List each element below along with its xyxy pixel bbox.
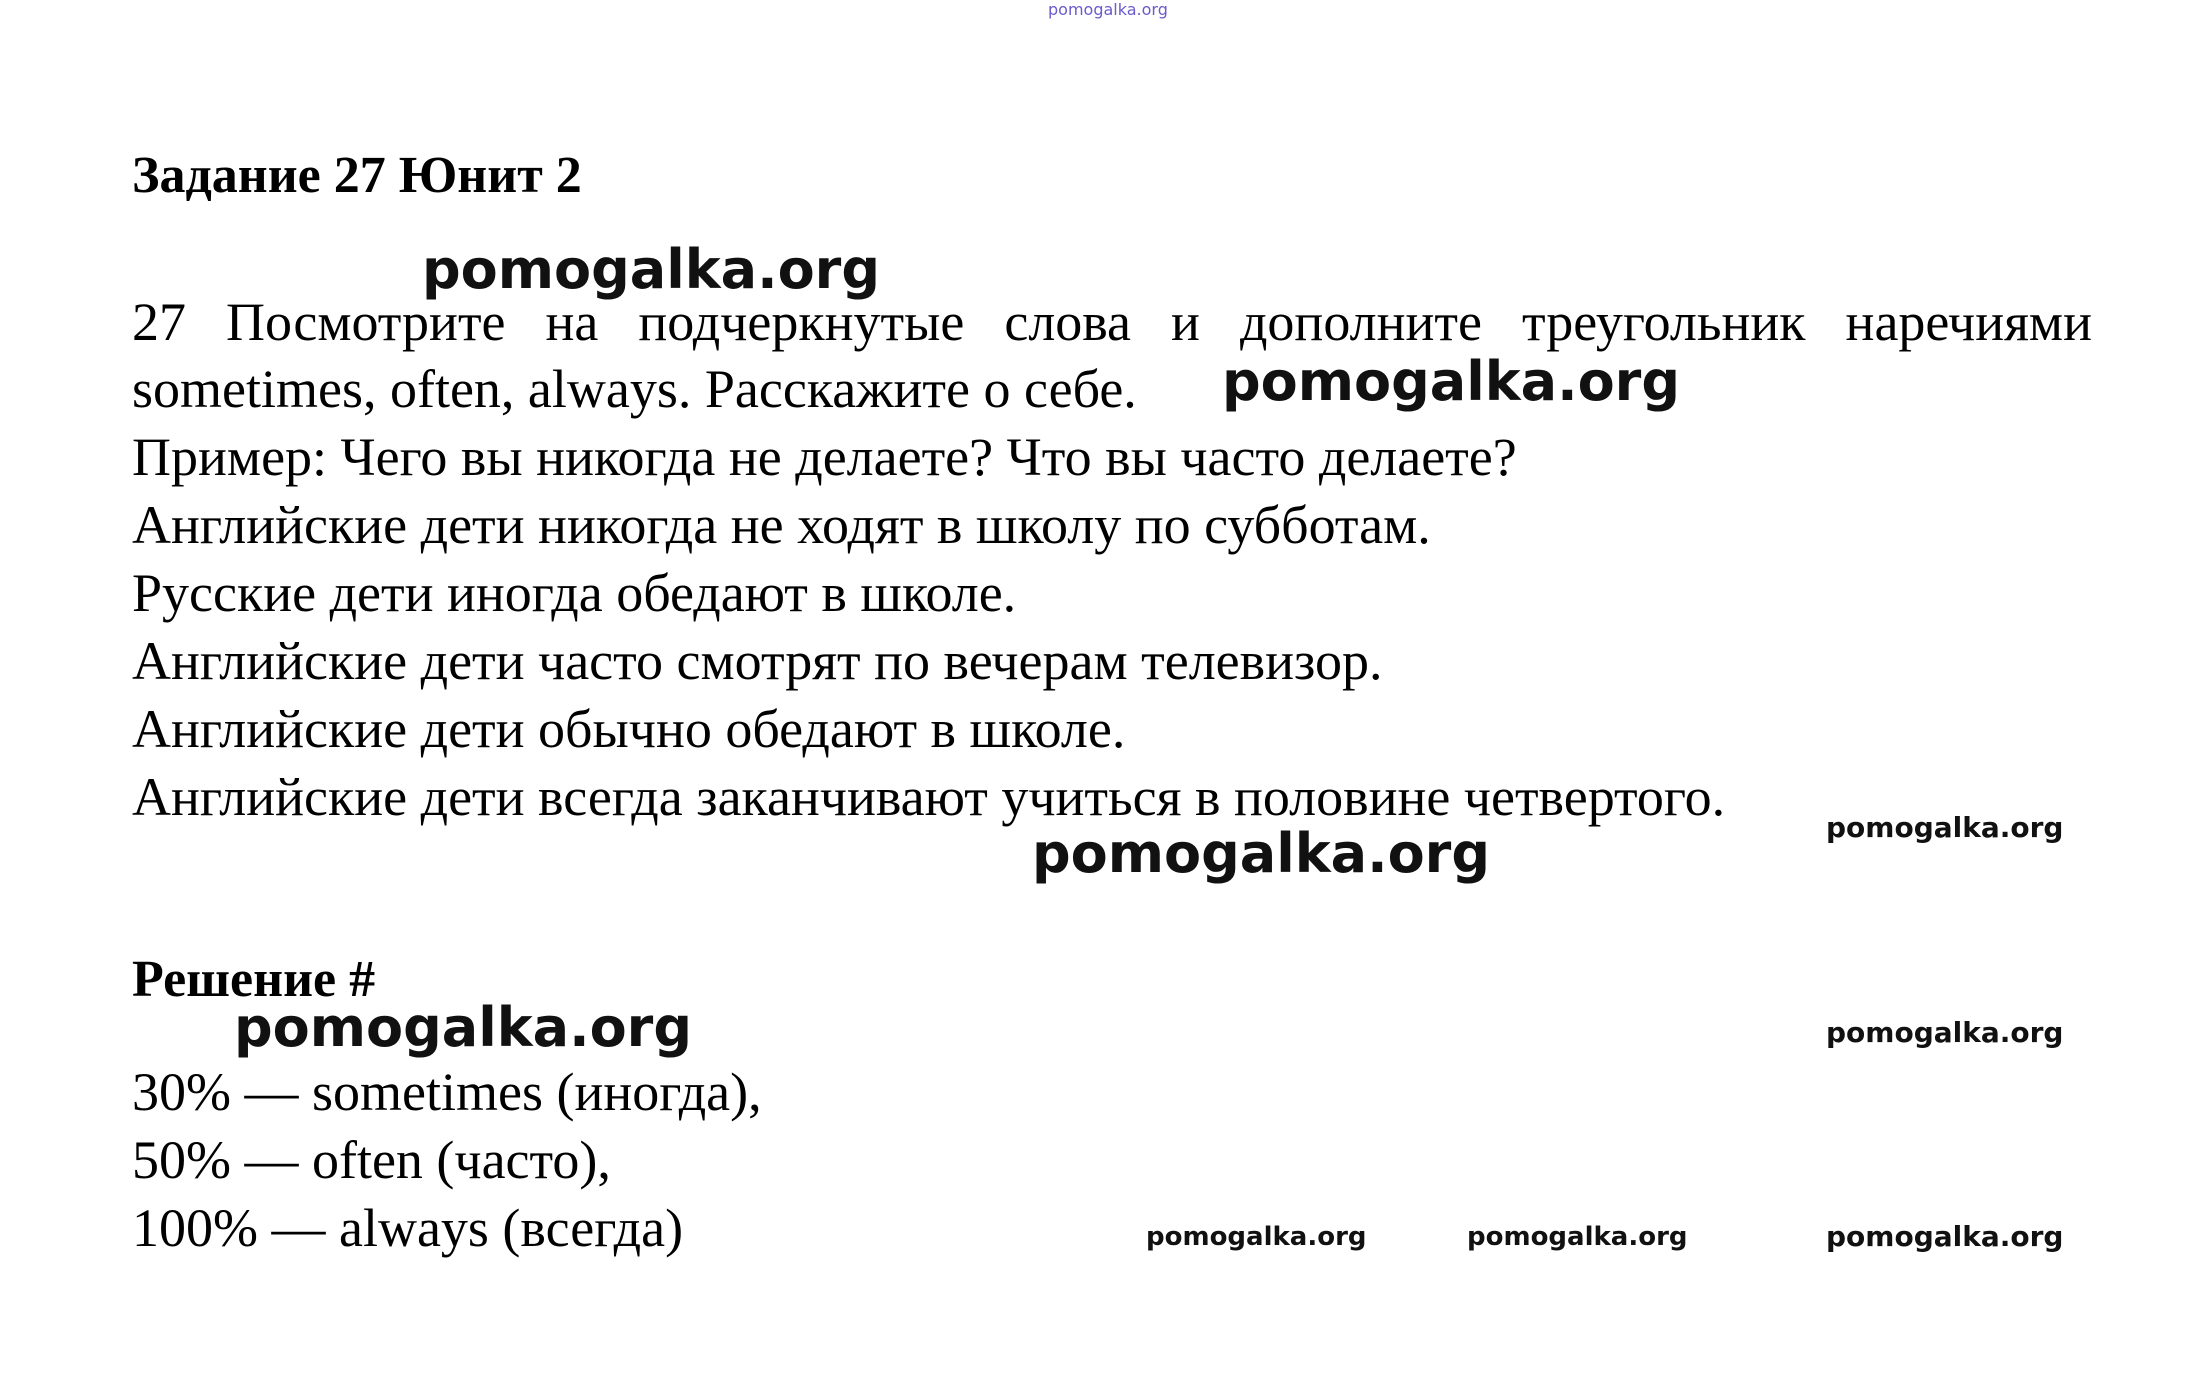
example-line: Английские дети обычно обедают в школе. (132, 699, 1126, 759)
watermark: pomogalka.org (1467, 1222, 1688, 1252)
example-line: Русские дети иногда обедают в школе. (132, 563, 1017, 623)
example-line: Пример: Чего вы никогда не делаете? Что вы часто делаете? (132, 427, 1517, 487)
solution-title: Решение # (132, 951, 376, 1008)
task-instruction-line-2: sometimes, often, always. Расскажите о себе. (132, 359, 1137, 419)
watermark: pomogalka.org (1826, 1016, 2064, 1049)
task-instruction-line-1: 27 Посмотрите на подчеркнутые слова и дополните треугольник наречиями (132, 292, 2092, 352)
header-watermark: pomogalka.org (1048, 0, 1168, 19)
example-line: Английские дети часто смотрят по вечерам телевизор. (132, 631, 1383, 691)
watermark: pomogalka.org (1146, 1222, 1367, 1252)
solution-line: 30% — sometimes (иногда), (132, 1062, 762, 1122)
watermark: pomogalka.org (1222, 350, 1680, 413)
watermark: pomogalka.org (422, 238, 880, 301)
example-line: Английские дети никогда не ходят в школу по субботам. (132, 495, 1431, 555)
example-line: Английские дети всегда заканчивают учиться в половине четвертого. (132, 767, 1726, 827)
watermark: pomogalka.org (234, 996, 692, 1059)
task-title: Задание 27 Юнит 2 (132, 147, 582, 204)
watermark: pomogalka.org (1826, 811, 2064, 844)
watermark: pomogalka.org (1032, 822, 1490, 885)
solution-line: 50% — often (часто), (132, 1130, 611, 1190)
watermark: pomogalka.org (1826, 1220, 2064, 1253)
solution-line: 100% — always (всегда) (132, 1198, 684, 1258)
